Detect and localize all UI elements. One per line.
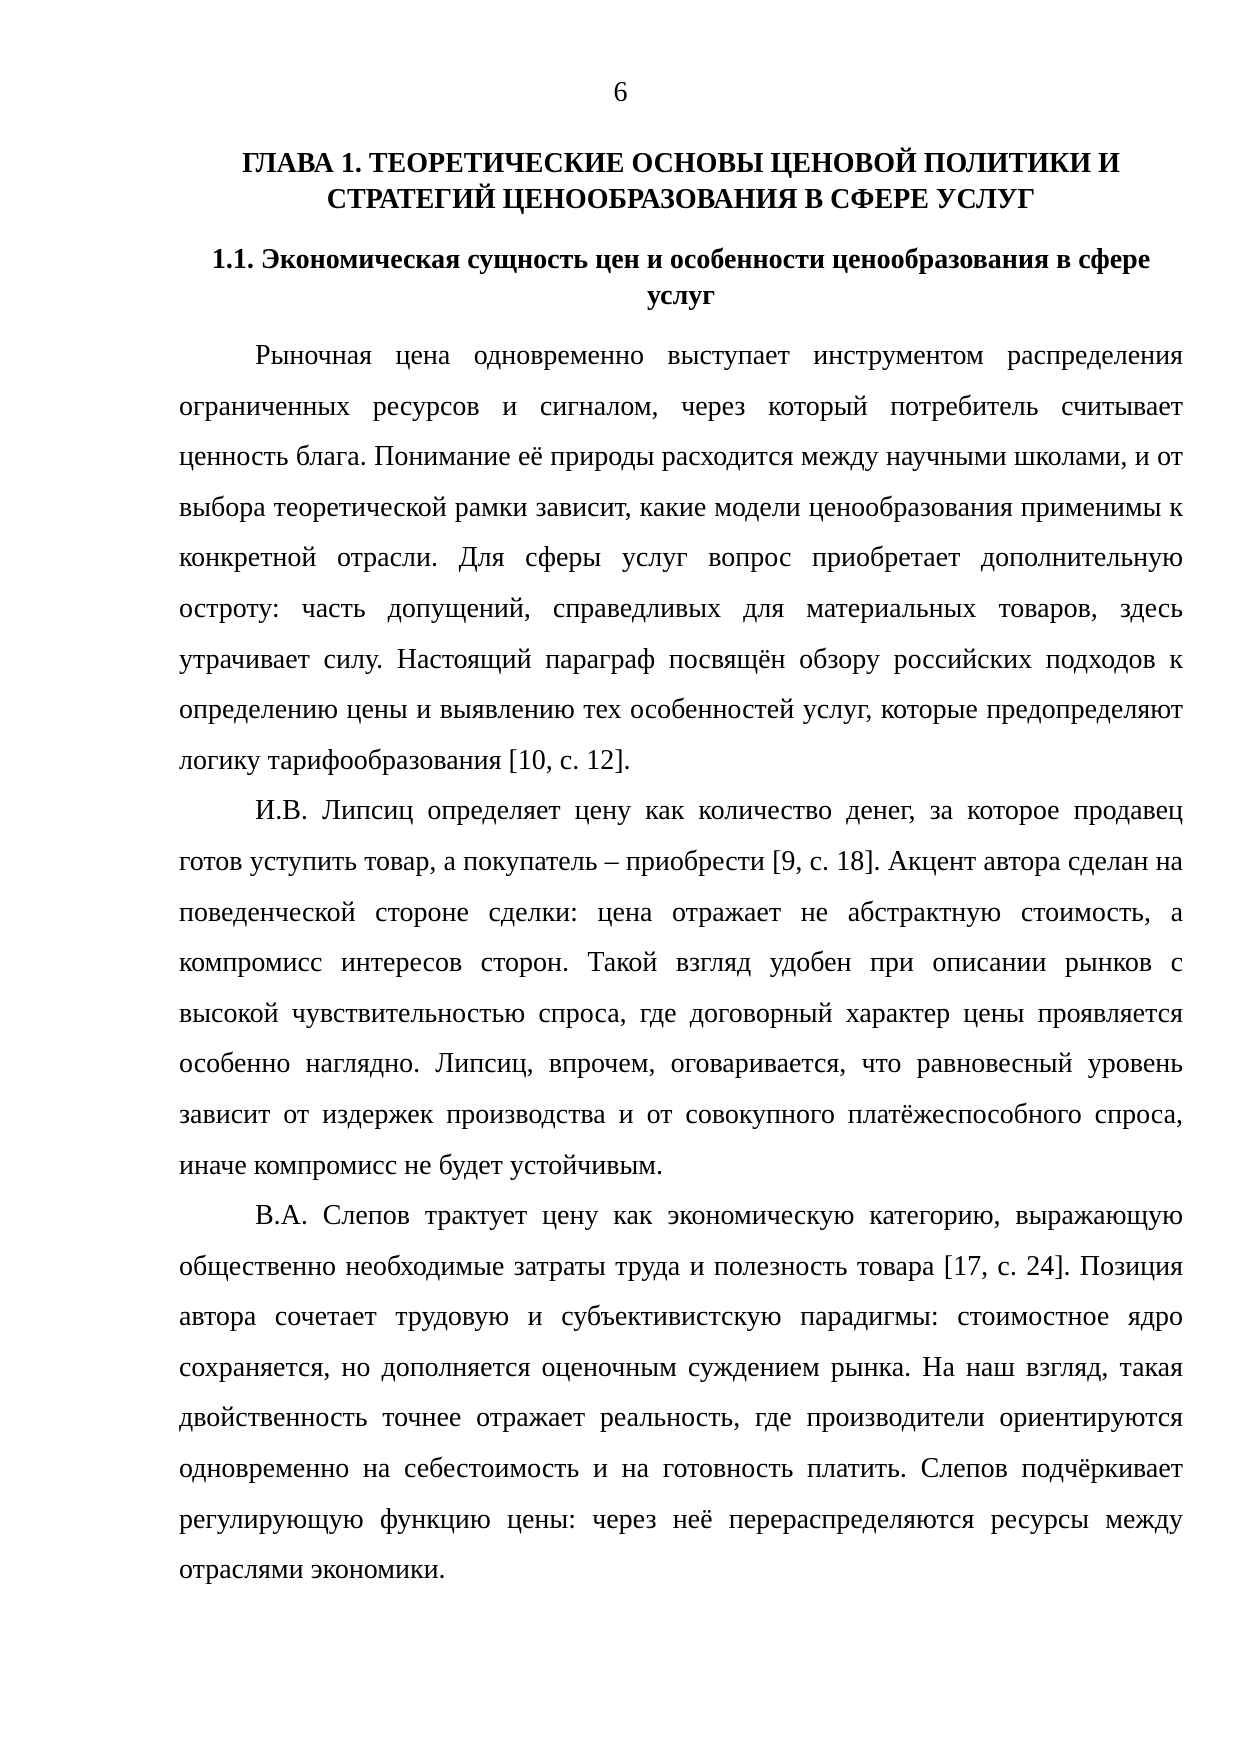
section-title-line-2: услуг <box>647 280 715 311</box>
page-content <box>179 146 1183 1596</box>
section-title <box>179 242 1183 314</box>
page-number: 6 <box>613 77 628 108</box>
body-paragraph-1: Рыночная цена одновременно выступает инструментом распределения ограниченных ресурсов и сигналом, через который потребитель считывает ценность блага. Понимание её природы расходится между научными школами, и от выбора теоретической рамки зависит, какие модели ценообразования применимы к конкретной отрасли. Для сферы услуг вопрос приобретает дополнительную остроту: часть допущений, справедливых для материальных товаров, здесь утрачивает силу. Настоящий параграф посвящён обзору российских подходов к определению цены и выявлению тех особенностей услуг, которые предопределяют логику тарифообразования [10, с. 12]. <box>179 340 1183 776</box>
chapter-title-line-2: СТРАТЕГИЙ ЦЕНООБРАЗОВАНИЯ В СФЕРЕ УСЛУГ <box>326 184 1036 215</box>
body-paragraph-2: И.В. Липсиц определяет цену как количество денег, за которое продавец готов уступить товар, а покупатель – приобрести [9, с. 18]. Акцент автора сделан на поведенческой стороне сделки: цена отражает не абстрактную стоимость, а компромисс интересов сторон. Такой взгляд удобен при описании рынков с высокой чувствительностью спроса, где договорный характер цены проявляется особенно наглядно. Липсиц, впрочем, оговаривается, что равновесный уровень зависит от издержек производства и от совокупного платёжеспособного спроса, иначе компромисс не будет устойчивым. <box>179 795 1183 1181</box>
chapter-title-line-1: ГЛАВА 1. ТЕОРЕТИЧЕСКИЕ ОСНОВЫ ЦЕНОВОЙ ПОЛИТИКИ И <box>242 148 1120 179</box>
body-paragraph-3: В.А. Слепов трактует цену как экономическую категорию, выражающую общественно необходимые затраты труда и полезность товара [17, с. 24]. Позиция автора сочетает трудовую и субъективистскую парадигмы: стоимостное ядро сохраняется, но дополняется оценочным суждением рынка. На наш взгляд, такая двойственность точнее отражает реальность, где производители ориентируются одновременно на себестоимость и на готовность платить. Слепов подчёркивает регулирующую функцию цены: через неё перераспределяются ресурсы между отраслями экономики. <box>179 1200 1183 1586</box>
chapter-title <box>179 146 1183 218</box>
section-title-line-1: 1.1. Экономическая сущность цен и особенности ценообразования в сфере <box>211 244 1151 275</box>
